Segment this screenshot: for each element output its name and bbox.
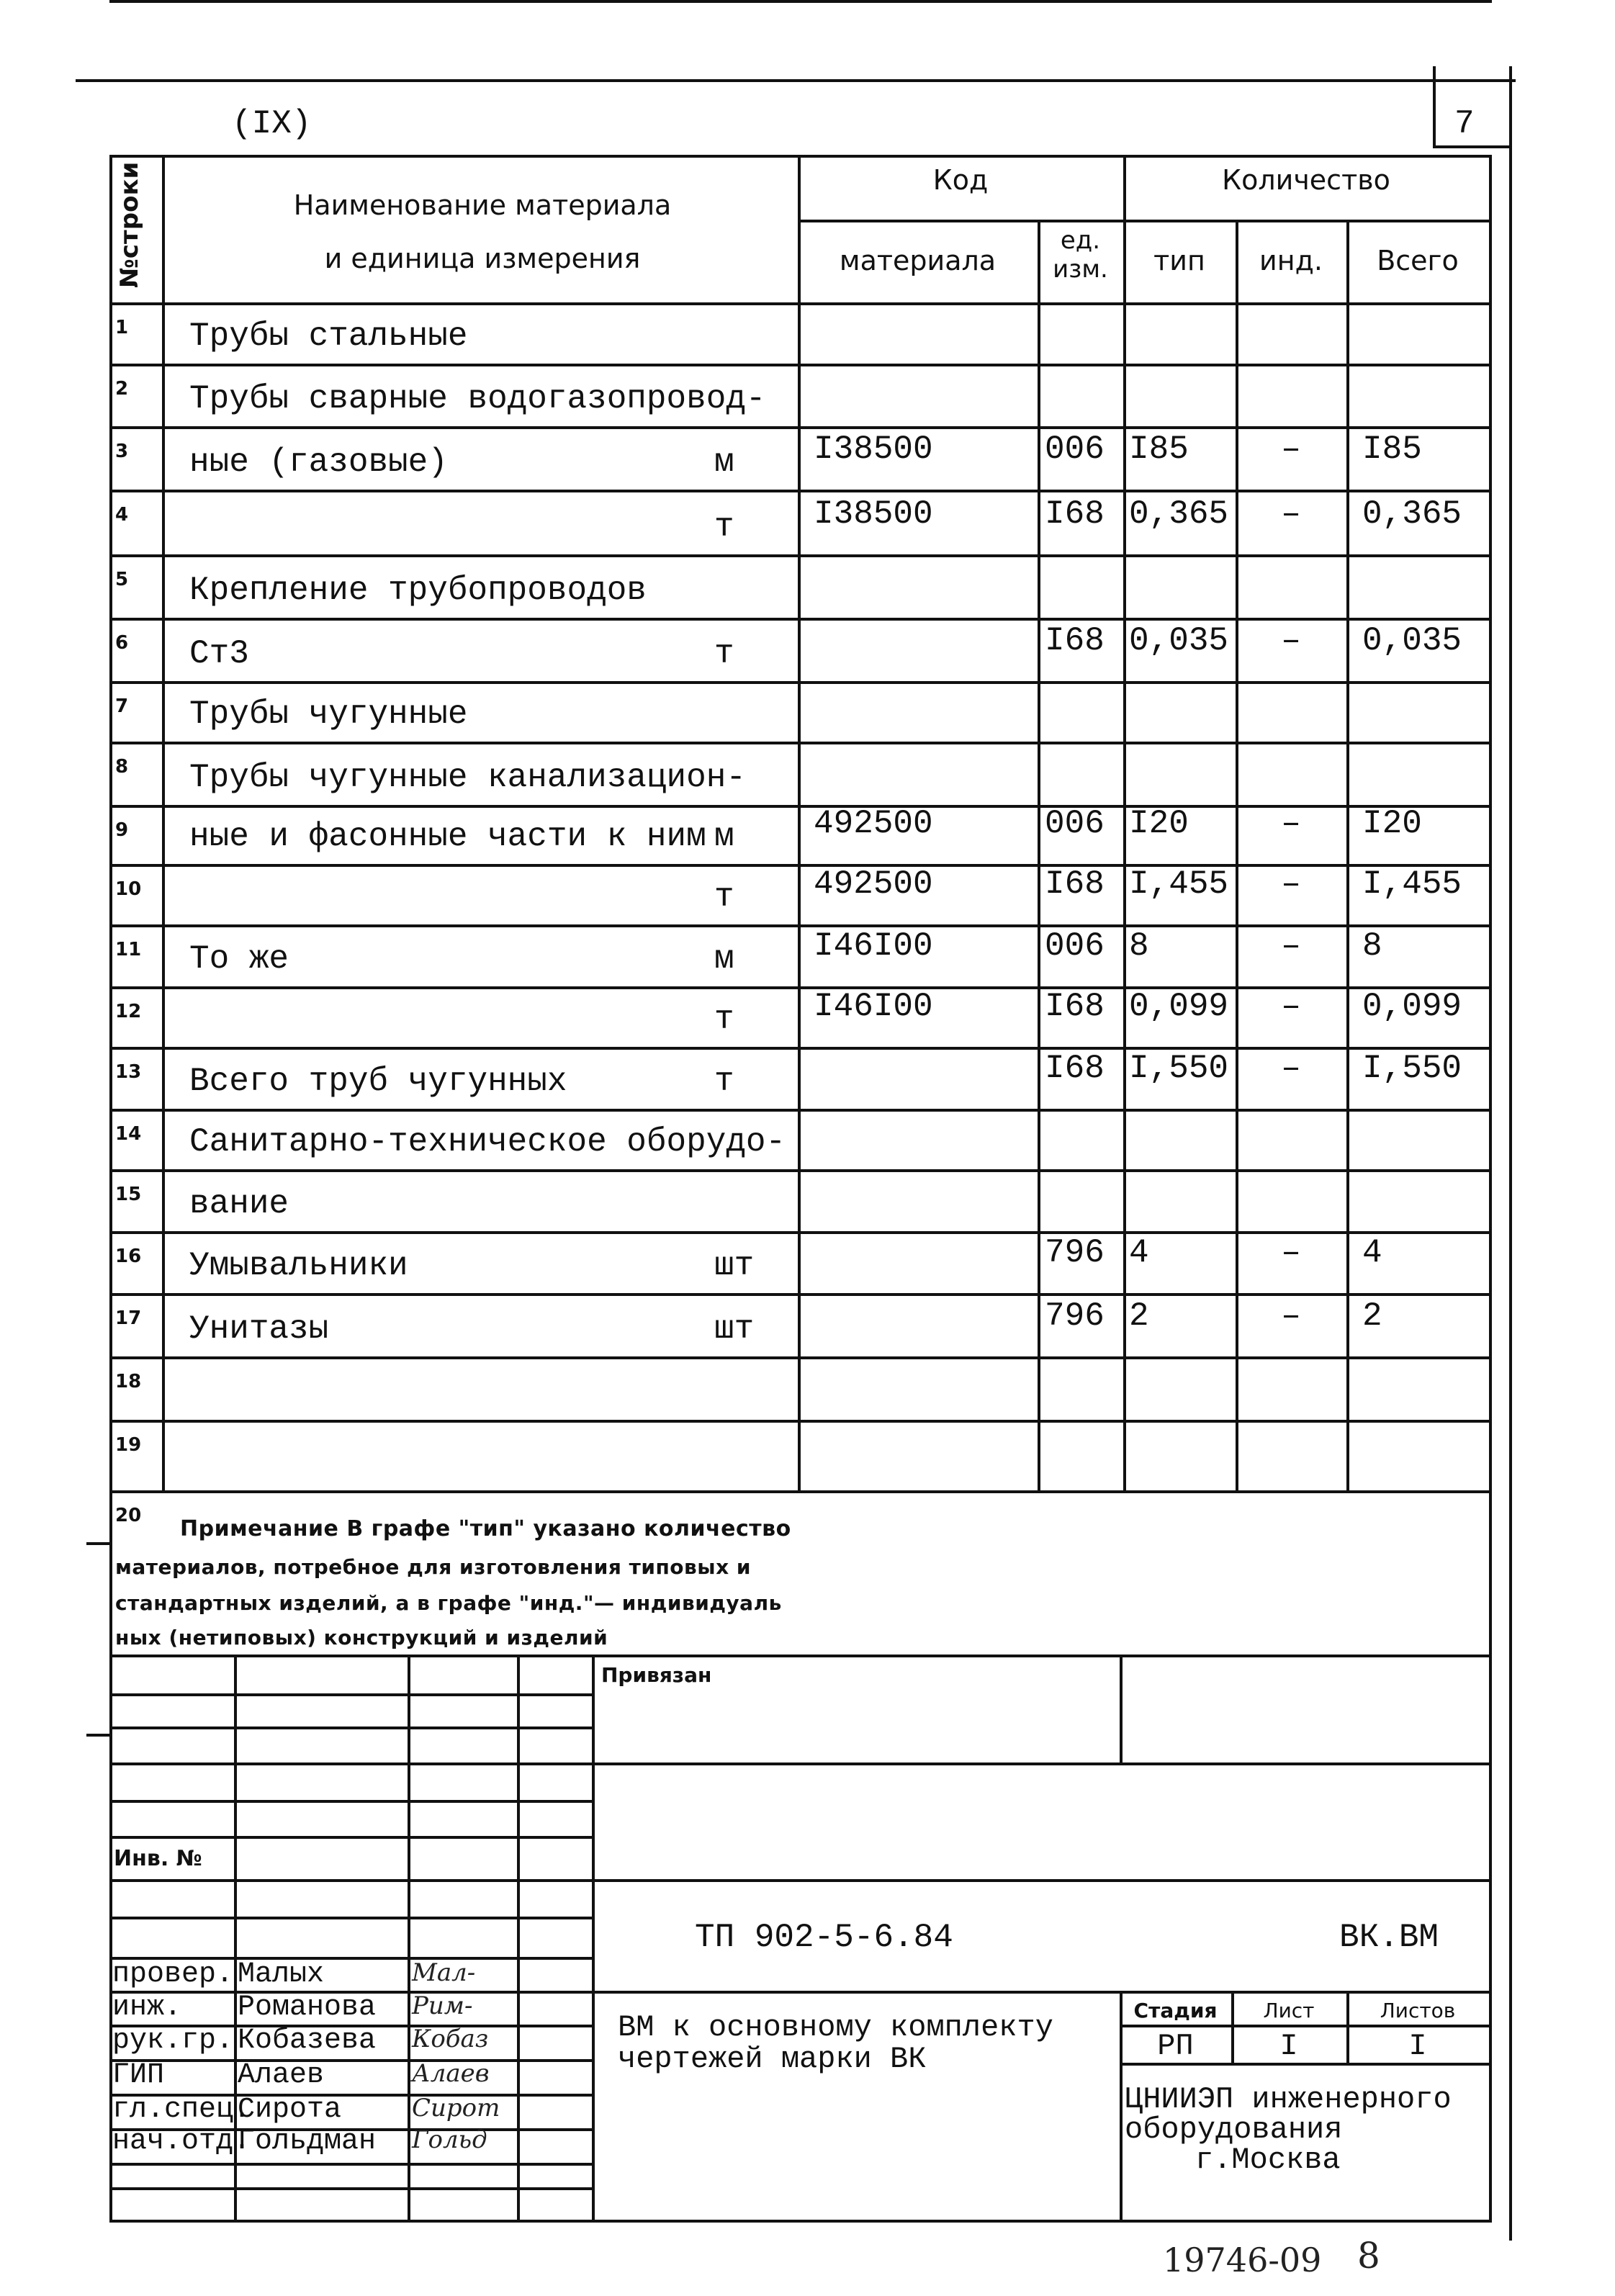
row-qty-type: 2 [1129,1297,1149,1335]
row-qty-total: 2 [1362,1297,1382,1335]
staff-name: Сирота [238,2094,342,2126]
stage-block-line-1 [1120,2025,1490,2027]
header-bottom-line [109,302,1492,305]
row-qty-ind: – [1281,1234,1301,1271]
row-qty-type: 0,365 [1129,495,1229,533]
row-number: 2 [115,378,129,400]
row-qty-total: 0,035 [1362,622,1462,659]
col-divider-ind [1346,220,1349,1490]
row-number: 17 [115,1307,142,1329]
row-divider [109,0,1492,3]
note-line-1: Примечание В графе "тип" указано количество [180,1516,791,1541]
tb-col-2 [408,1655,410,2220]
row-divider [109,1490,1492,1493]
staff-signature: Кобаз [412,2025,489,2053]
document-title-line-2: чертежей марки ВК [618,2042,927,2076]
tb-line-f [109,1879,1492,1882]
row-name: ные (газовые) [189,444,448,481]
row-unit-code: 796 [1045,1234,1105,1271]
row-qty-type: I,550 [1129,1050,1229,1087]
project-code: ТП 902-5-6.84 [695,1919,953,1956]
row-number: 7 [115,695,129,717]
row-name: вание [189,1185,289,1223]
margin-tick-2 [86,1734,109,1737]
row-qty-total: 0,365 [1362,495,1462,533]
row-unit-code: 006 [1045,927,1105,965]
row-divider [109,1109,1492,1112]
note-line-3: стандартных изделий, а в графе "инд."— индивидуаль [115,1591,782,1615]
row-unit-code: I68 [1045,988,1105,1025]
row-name: Трубы чугунные канализацион- [189,759,746,796]
row-name: Всего труб чугунных [189,1063,567,1100]
row-divider [109,742,1492,744]
right-border-line [1509,66,1512,2241]
row-number: 20 [115,1505,142,1526]
organization-line-3: г.Москва [1195,2143,1341,2177]
row-unit-code: I68 [1045,495,1105,533]
row-qty-ind: – [1281,805,1301,842]
staff-role: гл.спец. [112,2094,251,2126]
header-code-material: материала [839,245,997,276]
staff-role: рук.гр. [112,2025,234,2057]
tb-line-b [109,1726,592,1729]
row-name: Трубы стальные [189,318,468,355]
tb-col-3 [517,1655,520,2220]
row-qty-type: 0,099 [1129,988,1229,1025]
row-unit-code: I68 [1045,1050,1105,1087]
staff-signature: Рим- [412,1991,473,2020]
row-qty-type: I85 [1129,431,1189,468]
row-unit-code: 006 [1045,431,1105,468]
section-label: (IX) [232,105,312,143]
row-unit: т [714,508,734,546]
row-number: 9 [115,819,129,841]
row-unit-code: I68 [1045,865,1105,903]
row-qty-ind: – [1281,622,1301,659]
row-divider [109,1420,1492,1423]
row-number: 11 [115,939,142,960]
row-unit: т [714,635,734,672]
row-name: Трубы сварные водогазопровод- [189,380,766,418]
sheet-value: I [1279,2029,1298,2063]
staff-signature: Мал- [412,1958,476,1987]
row-number: 18 [115,1371,142,1392]
document-mark: ВК.ВМ [1339,1919,1439,1956]
row-qty-ind: – [1281,865,1301,903]
row-divider [109,554,1492,557]
header-row-number: №строки [115,161,144,288]
tb-line-d [109,1800,592,1803]
header-sub-line [798,220,1490,222]
header-qty-ind: инд. [1259,245,1323,276]
tb-bottom-line [109,2220,1492,2223]
row-qty-ind: – [1281,495,1301,533]
row-qty-ind: – [1281,431,1301,468]
tb-line-a [109,1693,592,1696]
tb-attached-divider [1120,1655,1123,1762]
titleblock-top-line [109,1655,1492,1657]
row-qty-total: 8 [1362,927,1382,965]
sheet-label: Лист [1263,1999,1315,2022]
staff-name: Романова [238,1991,377,2024]
row-material-code: I38500 [814,495,933,533]
tb-line-o [109,2187,592,2190]
row-unit: т [714,878,734,916]
row-unit-code: 006 [1045,805,1105,842]
sheet-number-box-left [1433,66,1436,145]
row-name: Унитазы [189,1310,329,1348]
row-material-code: I46I00 [814,927,933,965]
sheets-label: Листов [1380,1999,1456,2022]
staff-role: инж. [112,1991,182,2024]
tb-line-c [109,1762,1492,1765]
row-name: Ст3 [189,635,249,672]
row-number: 15 [115,1184,142,1205]
staff-name: Малых [238,1958,325,1991]
note-line-2: материалов, потребное для изготовления типовых и [115,1555,751,1579]
row-unit: т [714,1001,734,1038]
row-material-code: 492500 [814,865,933,903]
row-number: 6 [115,632,129,654]
row-divider [109,1169,1492,1172]
staff-name: Алаев [238,2059,325,2092]
col-divider-name [798,155,801,1490]
header-code-unit: ед. изм. [1053,226,1108,284]
row-qty-total: I,550 [1362,1050,1462,1087]
stage-label: Стадия [1133,1999,1218,2022]
col-divider-code [1038,220,1040,1490]
row-qty-total: 4 [1362,1234,1382,1271]
sheet-number: 7 [1454,105,1475,143]
row-divider [109,1293,1492,1296]
row-name: Умывальники [189,1247,408,1284]
row-number: 8 [115,756,129,778]
row-unit: шт [714,1310,755,1348]
row-qty-total: 0,099 [1362,988,1462,1025]
row-name: То же [189,940,289,978]
row-name: ные и фасонные части к ним [189,818,706,855]
row-unit: шт [714,1247,755,1284]
row-qty-ind: – [1281,1050,1301,1087]
organization-line-1: ЦНИИЭП инженерного [1125,2082,1452,2117]
row-divider [109,490,1492,492]
tb-line-e [109,1836,592,1839]
row-name: Санитарно-техническое оборудо- [189,1123,786,1161]
top-border-line [76,79,1516,82]
row-unit-code: I68 [1045,622,1105,659]
row-qty-type: 8 [1129,927,1149,965]
sheets-value: I [1408,2029,1427,2063]
document-title-line-1: ВМ к основному комплекту [618,2010,1053,2045]
row-qty-type: I,455 [1129,865,1229,903]
margin-tick-1 [86,1542,109,1545]
staff-signature: Алаев [412,2059,490,2088]
tb-line-n [109,2163,592,2166]
footer-handwritten-code: 19746-09 [1163,2241,1322,2279]
footer-handwritten-number: 8 [1357,2235,1380,2277]
staff-name: Гольдман [238,2125,377,2158]
row-number: 12 [115,1001,142,1022]
row-divider [109,681,1492,684]
row-qty-total: I20 [1362,805,1422,842]
row-material-code: I46I00 [814,988,933,1025]
table-left-line [109,155,112,2220]
row-qty-ind: – [1281,988,1301,1025]
table-right-line [1489,155,1492,2220]
staff-name: Кобазева [238,2025,377,2057]
row-qty-total: I85 [1362,431,1422,468]
row-qty-type: 4 [1129,1234,1149,1271]
row-qty-ind: – [1281,1297,1301,1335]
header-quantity: Количество [1222,164,1390,196]
row-number: 4 [115,504,129,526]
row-divider [109,364,1492,366]
staff-role: ГИП [112,2059,165,2092]
row-qty-ind: – [1281,927,1301,965]
row-number: 19 [115,1434,142,1456]
header-qty-total: Всего [1377,245,1459,276]
row-divider [109,426,1492,429]
header-code: Код [932,164,989,196]
row-unit-code: 796 [1045,1297,1105,1335]
staff-role: провер. [112,1958,234,1991]
stage-value: РП [1157,2029,1194,2063]
tb-col-4 [592,1655,595,2220]
row-unit: м [714,940,734,978]
table-top-line [109,155,1492,158]
sheet-number-box-bottom [1433,145,1511,148]
organization-line-2: оборудования [1125,2112,1343,2147]
row-divider [109,618,1492,621]
header-name: Наименование материала и единица измерения [293,189,672,274]
row-material-code: I38500 [814,431,933,468]
attached-label: Привязан [601,1663,712,1687]
row-number: 16 [115,1246,142,1267]
row-divider [109,1356,1492,1359]
row-name: Крепление трубопроводов [189,572,647,609]
row-number: 13 [115,1061,142,1083]
col-divider-num [162,155,165,1490]
row-number: 14 [115,1123,142,1145]
tb-line-k [109,2059,592,2062]
row-number: 5 [115,569,129,590]
row-number: 10 [115,878,142,900]
row-qty-type: I20 [1129,805,1189,842]
inventory-label: Инв. № [114,1846,202,1871]
row-qty-type: 0,035 [1129,622,1229,659]
row-number: 1 [115,317,129,338]
staff-role: нач.отд. [112,2125,251,2158]
staff-signature: Гольд [412,2125,487,2154]
col-divider-unit [1123,155,1126,1490]
tb-line-g [109,1917,592,1919]
header-qty-type: тип [1153,245,1205,276]
row-qty-total: I,455 [1362,865,1462,903]
row-material-code: 492500 [814,805,933,842]
staff-signature: Сирот [412,2094,500,2122]
row-unit: т [714,1063,734,1100]
row-name: Трубы чугунные [189,695,468,733]
note-line-4: ных (нетиповых) конструкций и изделий [115,1626,608,1649]
row-unit: м [714,818,734,855]
row-number: 3 [115,441,129,462]
row-unit: м [714,444,734,481]
